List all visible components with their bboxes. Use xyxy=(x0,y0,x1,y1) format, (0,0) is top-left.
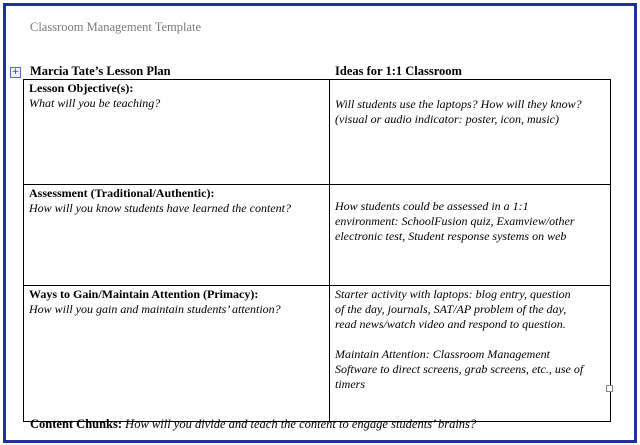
content-chunks-label: Content Chunks: xyxy=(30,417,123,431)
table-resize-handle[interactable] xyxy=(606,385,613,392)
idea-line: Software to direct screens, grab screens, etc., use of xyxy=(335,362,584,376)
idea-line: of the day, journals, SAT/AP problem of the day, xyxy=(335,302,567,316)
content-chunks-question: How will you divide and teach the content to engage students’ brains? xyxy=(125,417,477,431)
attention-cell[interactable] xyxy=(24,286,330,422)
table-row xyxy=(24,80,611,185)
idea-line: Maintain Attention: Classroom Management xyxy=(335,347,550,361)
table-row xyxy=(24,185,611,286)
idea-line: Starter activity with laptops: blog entry, question xyxy=(335,287,571,301)
content-chunks xyxy=(30,417,476,432)
row-label: Lesson Objective(s): xyxy=(29,81,134,95)
row-question: How will you gain and maintain students’ attention? xyxy=(29,302,281,316)
idea-line: Will students use the laptops? How will they know? xyxy=(335,97,582,111)
table-row xyxy=(24,286,611,422)
row-label: Ways to Gain/Maintain Attention (Primacy): xyxy=(29,287,259,301)
idea-line: read news/watch video and respond to question. xyxy=(335,317,566,331)
plus-cross-icon[interactable]: + xyxy=(11,67,20,77)
column-header-ideas: Ideas for 1:1 Classroom xyxy=(335,64,462,78)
paragraph-gap xyxy=(335,332,604,347)
lesson-objective-cell[interactable] xyxy=(24,80,330,185)
idea-line: electronic test, Student response systems on web xyxy=(335,229,567,243)
idea-line: How students could be assessed in a 1:1 xyxy=(335,199,529,213)
lesson-objective-ideas-cell[interactable] xyxy=(330,80,611,185)
header-title: Classroom Management Template xyxy=(30,20,202,34)
attention-ideas-cell[interactable] xyxy=(330,286,611,422)
row-question: What will you be teaching? xyxy=(29,96,161,110)
assessment-ideas-cell[interactable] xyxy=(330,185,611,286)
idea-line: timers xyxy=(335,377,365,391)
row-label: Assessment (Traditional/Authentic): xyxy=(29,186,215,200)
idea-line: (visual or audio indicator: poster, icon, music) xyxy=(335,112,559,126)
idea-line: environment: SchoolFusion quiz, Examview/other xyxy=(335,214,575,228)
assessment-cell[interactable] xyxy=(24,185,330,286)
column-header-lesson-plan: Marcia Tate’s Lesson Plan xyxy=(30,64,171,78)
lesson-plan-table xyxy=(23,79,611,422)
row-question: How will you know students have learned the content? xyxy=(29,201,291,215)
